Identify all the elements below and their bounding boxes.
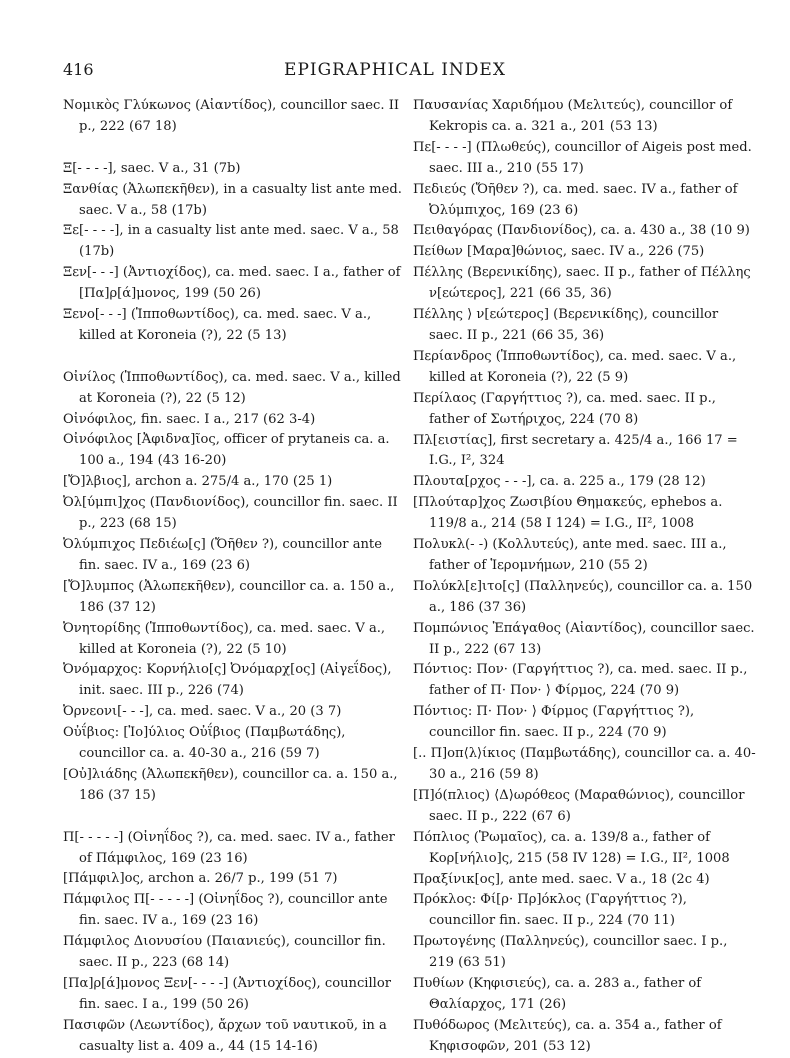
index-entry: Πραξίνικ[ος], ante med. saec. V a., 18 (2c 4) bbox=[413, 871, 710, 887]
index-entry: Π[- - - - -] (Οἰνηΐδος ?), ca. med. saec. IV a., father of Πάμφιλος, 169 (23 16) bbox=[63, 829, 395, 866]
index-entry: Πυθίων (Κηφισιεύς), ca. a. 283 a., father of Θαλίαρχος, 171 (26) bbox=[413, 976, 702, 1012]
index-entry: Περίλαος (Γαργήττιος ?), ca. med. saec. II p., father of Σωτήριχος, 224 (70 8) bbox=[413, 390, 716, 427]
index-entry: Πολύκλ[ε]ιτο[ς] (Παλληνεύς), councillor ca. a. 150 a., 186 (37 36) bbox=[413, 578, 753, 615]
index-entry: Ὀλύμπιχος Πεδιέω[ς] (Ὄῆθεν ?), councillor ante fin. saec. IV a., 169 (23 6) bbox=[63, 537, 382, 573]
page-title: EPIGRAPHICAL INDEX bbox=[284, 60, 506, 80]
index-entry: Πλουτα[ρχος - - -], ca. a. 225 a., 179 (28 12) bbox=[413, 474, 706, 490]
index-entry: Πομπώνιος Ἐπάγαθος (Αἰαντίδος), councillor saec. II p., 222 (67 13) bbox=[413, 620, 755, 657]
index-entry: Πόντιος: Π· Πον· ⟩ Φίρμος (Γαργήττιος ?), councillor fin. saec. II p., 224 (70 9) bbox=[413, 704, 695, 741]
page-header bbox=[0, 60, 790, 82]
index-entry: [Οὐ]λιάδης (Ἀλωπεκῆθεν), councillor ca. a. 150 a., 186 (37 15) bbox=[63, 766, 398, 803]
index-entry: Οἰνίλος (Ἱπποθωντίδος), ca. med. saec. V a., killed at Koroneia (?), 22 (5 12) bbox=[63, 369, 401, 406]
left-column bbox=[63, 96, 403, 1058]
index-entry: Πάμφιλος Διονυσίου (Παιανιεύς), councillor fin. saec. II p., 223 (68 14) bbox=[63, 934, 386, 971]
page-number: 416 bbox=[63, 60, 94, 79]
index-entry: Πέλλης ⟩ ν[εώτερος] (Βερενικίδης), councillor saec. II p., 221 (66 35, 36) bbox=[413, 307, 719, 343]
index-entry: Πε[- - - -] (Πλωθεύς), councillor of Aigeis post med. saec. III a., 210 (55 17) bbox=[413, 139, 752, 176]
index-entry: Ξεν[- - -] (Ἀντιοχίδος), ca. med. saec. I a., father of [Πα]ρ[ά]μονος, 199 (50 26) bbox=[63, 265, 401, 302]
index-entry: [Πα]ρ[ά]μονος Ξεν[- - - -] (Ἀντιοχίδος), councillor fin. saec. I a., 199 (50 26) bbox=[63, 976, 391, 1012]
index-entry: Ὀλ[ύμπι]χος (Πανδιονίδος), councillor fin. saec. II p., 223 (68 15) bbox=[63, 495, 398, 532]
index-entry: Ξενο[- - -] (Ἱπποθωντίδος), ca. med. saec. V a., killed at Koroneia (?), 22 (5 13) bbox=[63, 307, 372, 343]
index-entry: Ξανθίας (Ἀλωπεκῆθεν), in a casualty list ante med. saec. V a., 58 (17b) bbox=[63, 181, 402, 218]
index-entry: Πλ[ειστίας], first secretary a. 425/4 a., 166 17 = I.G., I², 324 bbox=[413, 432, 738, 469]
index-entry: Ὀνόμαρχος: Κορνήλιο[ς] Ὀνόμαρχ[ος] (Αἰγεΐδος), init. saec. III p., 226 (74) bbox=[63, 662, 392, 699]
index-entry: Πυθόδωρος (Μελιτεύς), ca. a. 354 a., father of Κηφισοφῶν, 201 (53 12) bbox=[413, 1017, 722, 1054]
index-entry: Πολυκλ(- -) (Κολλυτεύς), ante med. saec. III a., father of Ἱερομνήμων, 210 (55 2) bbox=[413, 537, 727, 573]
index-entry: [Ὄ]λβιος], archon a. 275/4 a., 170 (25 1) bbox=[63, 474, 333, 490]
index-entry: Πρόκλος: Φί[ρ· Πρ]όκλος (Γαργήττιος ?), councillor fin. saec. II p., 224 (70 11) bbox=[413, 892, 687, 929]
index-entry: [Πλούταρ]χος Ζωσιβίου Θημακεύς, ephebos a. 119/8 a., 214 (58 I 124) = I.G., II², 1008 bbox=[413, 495, 723, 532]
index-entry: Ὀρνεονι[- - -], ca. med. saec. V a., 20 (3 7) bbox=[63, 704, 342, 720]
index-entry: Πείθων [Μαρα]θώνιος, saec. IV a., 226 (75) bbox=[413, 244, 705, 260]
right-column bbox=[413, 96, 756, 1058]
index-entry: Ξε[- - - -], in a casualty list ante med. saec. V a., 58 (17b) bbox=[63, 223, 399, 260]
index-entry: Ὀνητορίδης (Ἱπποθωντίδος), ca. med. saec. V a., killed at Koroneia (?), 22 (5 10) bbox=[63, 620, 386, 657]
index-entry: [Ὄ]λυμπος (Ἀλωπεκῆθεν), councillor ca. a. 150 a., 186 (37 12) bbox=[63, 578, 395, 615]
index-entry: Πόπλιος (Ῥωμαῖος), ca. a. 139/8 a., father of Κορ[νήλιο]ς, 215 (58 IV 128) = I.G., II², 1008 bbox=[413, 829, 730, 866]
index-entry: Πέλλης (Βερενικίδης), saec. II p., father of Πέλλης ν[εώτερος], 221 (66 35, 36) bbox=[413, 265, 751, 302]
index-entry: Ξ[- - - -], saec. V a., 31 (7b) bbox=[63, 160, 241, 176]
index-entry: Οἰνόφιλος, fin. saec. I a., 217 (62 3-4) bbox=[63, 411, 316, 427]
index-entry: [.. Π]οπ⟨λ⟩ίκιος (Παμβωτάδης), councillor ca. a. 40-30 a., 216 (59 8) bbox=[413, 746, 756, 782]
index-entry: Περίανδρος (Ἱπποθωντίδος), ca. med. saec. V a., killed at Koroneia (?), 22 (5 9) bbox=[413, 348, 737, 385]
index-entry: Πάμφιλος Π[- - - - -] (Οἰνηΐδος ?), councillor ante fin. saec. IV a., 169 (23 16) bbox=[63, 892, 388, 929]
index-entry: Πειθαγόρας (Πανδιονίδος), ca. a. 430 a., 38 (10 9) bbox=[413, 223, 750, 239]
index-entry: Πόντιος: Πον· (Γαργήττιος ?), ca. med. saec. II p., father of Π· Πον· ⟩ Φίρμος, 224 (70 9) bbox=[413, 662, 748, 699]
index-entry: Παυσανίας Χαριδήμου (Μελιτεύς), councillor of Kekropis ca. a. 321 a., 201 (53 13) bbox=[413, 98, 733, 134]
index-entry: Πρωτογένης (Παλληνεύς), councillor saec. I p., 219 (63 51) bbox=[413, 934, 728, 971]
index-entry: Πασιφῶν (Λεωντίδος), ἄρχων τοῦ ναυτικοῦ, in a casualty list a. 409 a., 44 (15 14-16) bbox=[63, 1017, 387, 1054]
index-entry: Οὐΐβιος: [Ἰο]ύλιος Οὐΐβιος (Παμβωτάδης), councillor ca. a. 40-30 a., 216 (59 7) bbox=[63, 725, 346, 762]
index-entry: Οἰνόφιλος [Ἀφιδνα]ῖος, officer of prytaneis ca. a. 100 a., 194 (43 16-20) bbox=[63, 432, 390, 469]
index-entry: [Πάμφιλ]ος, archon a. 26/7 p., 199 (51 7) bbox=[63, 871, 338, 887]
index-entry: Νομικὸς Γλύκωνος (Αἰαντίδος), councillor saec. II p., 222 (67 18) bbox=[63, 98, 400, 134]
index-entry: [Π]ό(πλιος) ⟨Δ⟩ωρόθεος (Μαραθώνιος), councillor saec. II p., 222 (67 6) bbox=[413, 787, 745, 824]
index-entry: Πεδιεύς (Ὄῆθεν ?), ca. med. saec. IV a., father of Ὀλύμπιχος, 169 (23 6) bbox=[413, 181, 738, 218]
